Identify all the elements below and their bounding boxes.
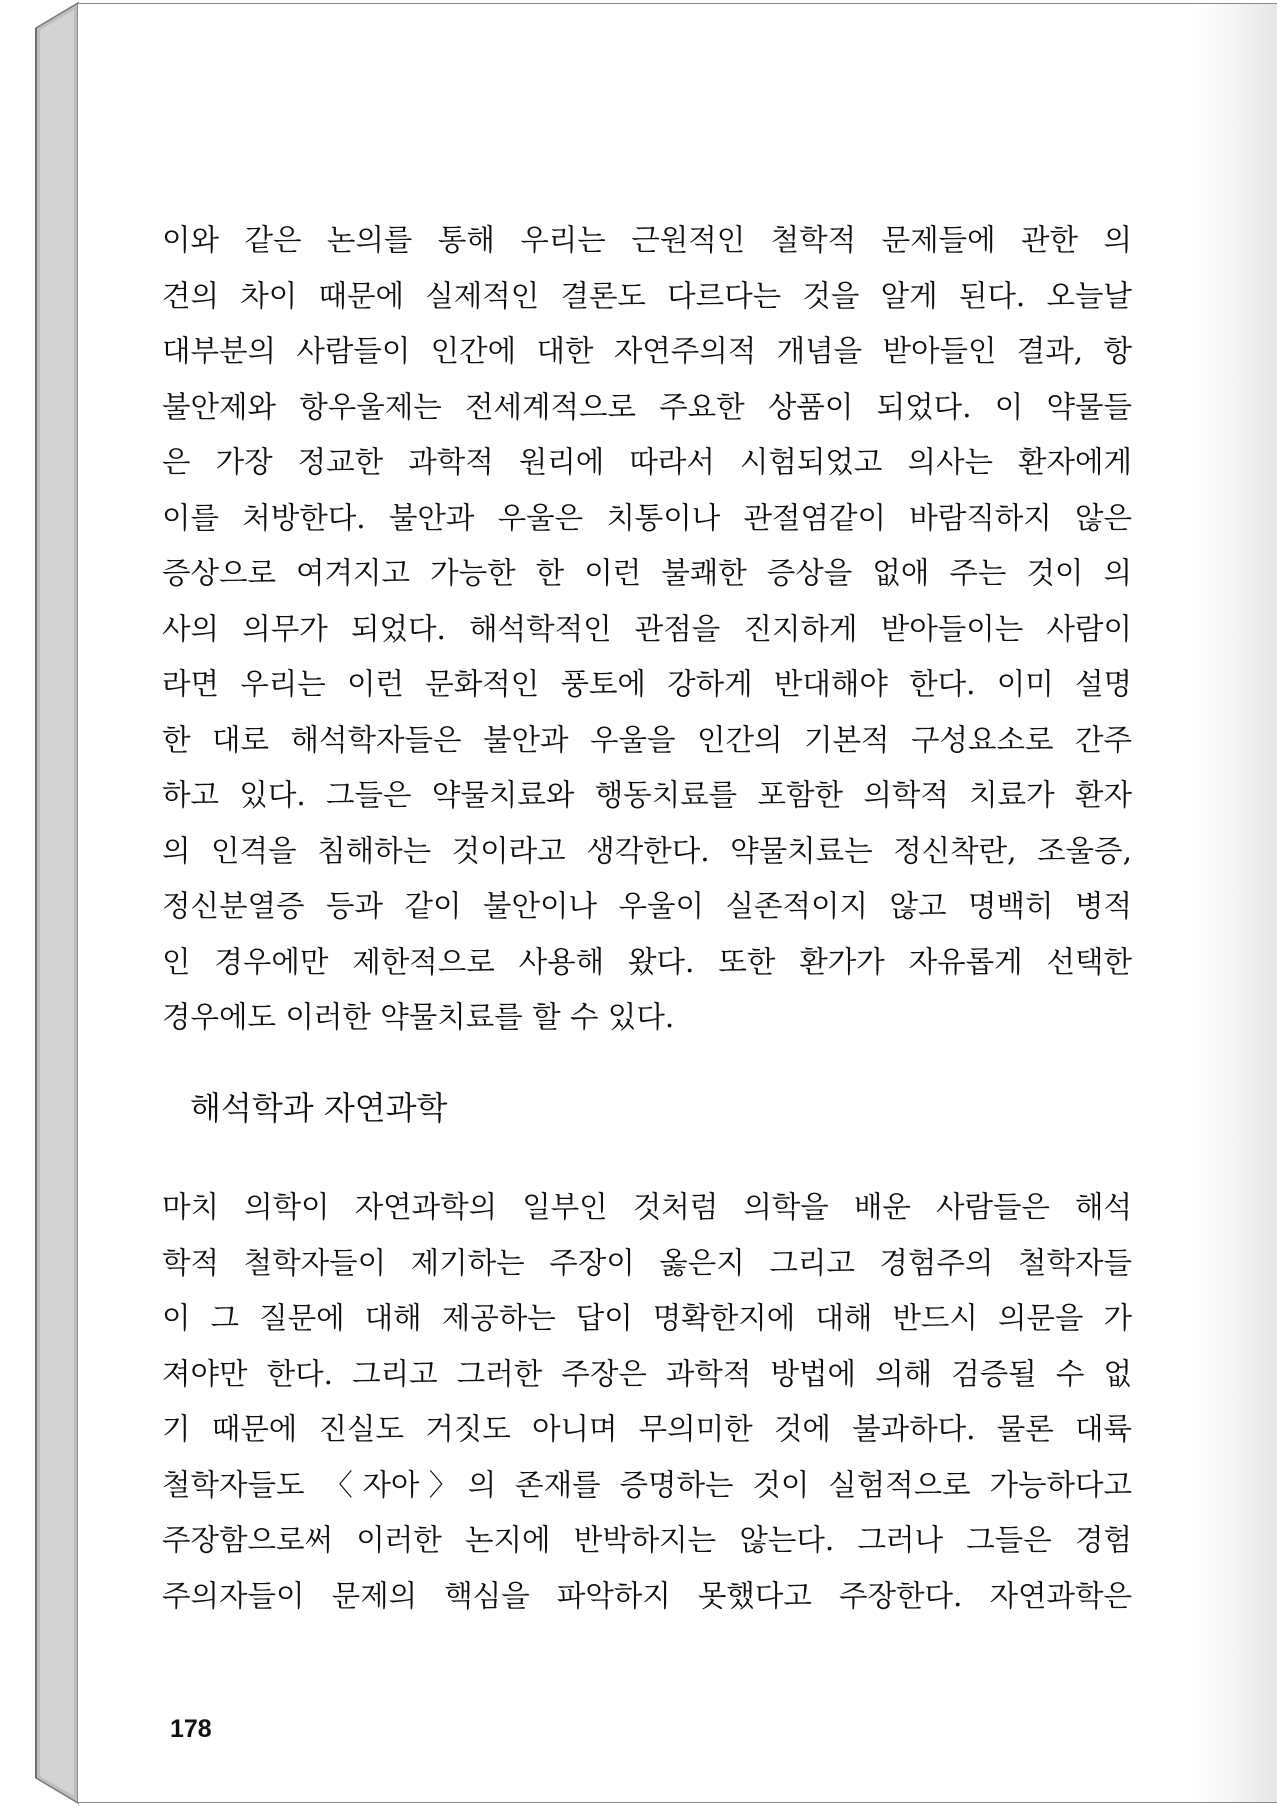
paragraph-line: 이 그 질문에 대해 제공하는 답이 명확한지에 대해 반드시 의문을 가 bbox=[162, 1301, 1132, 1335]
paragraph-line: 마치 의학이 자연과학의 일부인 것처럼 의학을 배운 사람들은 해석 bbox=[162, 1190, 1132, 1224]
paragraph-line: 경우에도 이러한 약물치료를 할 수 있다. bbox=[162, 1000, 675, 1034]
paragraph-line: 이와 같은 논의를 통해 우리는 근원적인 철학적 문제들에 관한 의 bbox=[162, 223, 1132, 257]
paragraph-line: 주장함으로써 이러한 논지에 반박하지는 않는다. 그러나 그들은 경험 bbox=[162, 1523, 1132, 1557]
paragraph-line: 의 인격을 침해하는 것이라고 생각한다. 약물치료는 정신착란, 조울증, bbox=[162, 833, 1132, 868]
paragraph-line: 정신분열증 등과 같이 불안이나 우울이 실존적이지 않고 명백히 병적 bbox=[162, 889, 1132, 923]
paragraph-1 bbox=[162, 213, 1132, 1046]
paragraph-2 bbox=[162, 1180, 1132, 1624]
paragraph-line: 져야만 한다. 그리고 그러한 주장은 과학적 방법에 의해 검증될 수 없 bbox=[162, 1356, 1132, 1391]
paragraph-line: 증상으로 여겨지고 가능한 한 이런 불쾌한 증상을 없애 주는 것이 의 bbox=[162, 556, 1132, 590]
paragraph-line: 은 가장 정교한 과학적 원리에 따라서 시험되었고 의사는 환자에게 bbox=[162, 445, 1132, 479]
paragraph-line: 기 때문에 진실도 거짓도 아니며 무의미한 것에 불과하다. 물론 대륙 bbox=[162, 1412, 1132, 1446]
paragraph-line: 견의 차이 때문에 실제적인 결론도 다르다는 것을 알게 된다. 오늘날 bbox=[162, 278, 1132, 313]
paragraph-line: 사의 의무가 되었다. 해석학적인 관점을 진지하게 받아들이는 사람이 bbox=[162, 611, 1132, 646]
paragraph-line: 철학자들도 〈자아〉의 존재를 증명하는 것이 실험적으로 가능하다고 bbox=[162, 1467, 1132, 1502]
paragraph-line: 하고 있다. 그들은 약물치료와 행동치료를 포함한 의학적 치료가 환자 bbox=[162, 778, 1132, 812]
section-heading: 해석학과 자연과학 bbox=[190, 1089, 448, 1127]
page-number: 178 bbox=[170, 1715, 212, 1743]
paragraph-line: 인 경우에만 제한적으로 사용해 왔다. 또한 환가가 자유롭게 선택한 bbox=[162, 944, 1132, 979]
book-spine bbox=[0, 0, 80, 1806]
paragraph-line: 학적 철학자들이 제기하는 주장이 옳은지 그리고 경험주의 철학자들 bbox=[162, 1245, 1132, 1280]
paragraph-line: 라면 우리는 이런 문화적인 풍토에 강하게 반대해야 한다. 이미 설명 bbox=[162, 667, 1132, 701]
paragraph-line: 불안제와 항우울제는 전세계적으로 주요한 상품이 되었다. 이 약물들 bbox=[162, 389, 1132, 424]
paragraph-line: 대부분의 사람들이 인간에 대한 자연주의적 개념을 받아들인 결과, 항 bbox=[162, 334, 1132, 368]
paragraph-line: 주의자들이 문제의 핵심을 파악하지 못했다고 주장한다. 자연과학은 bbox=[162, 1578, 1132, 1613]
paragraph-line: 한 대로 해석학자들은 불안과 우울을 인간의 기본적 구성요소로 간주 bbox=[162, 722, 1132, 757]
paragraph-line: 이를 처방한다. 불안과 우울은 치통이나 관절염같이 바람직하지 않은 bbox=[162, 500, 1132, 535]
